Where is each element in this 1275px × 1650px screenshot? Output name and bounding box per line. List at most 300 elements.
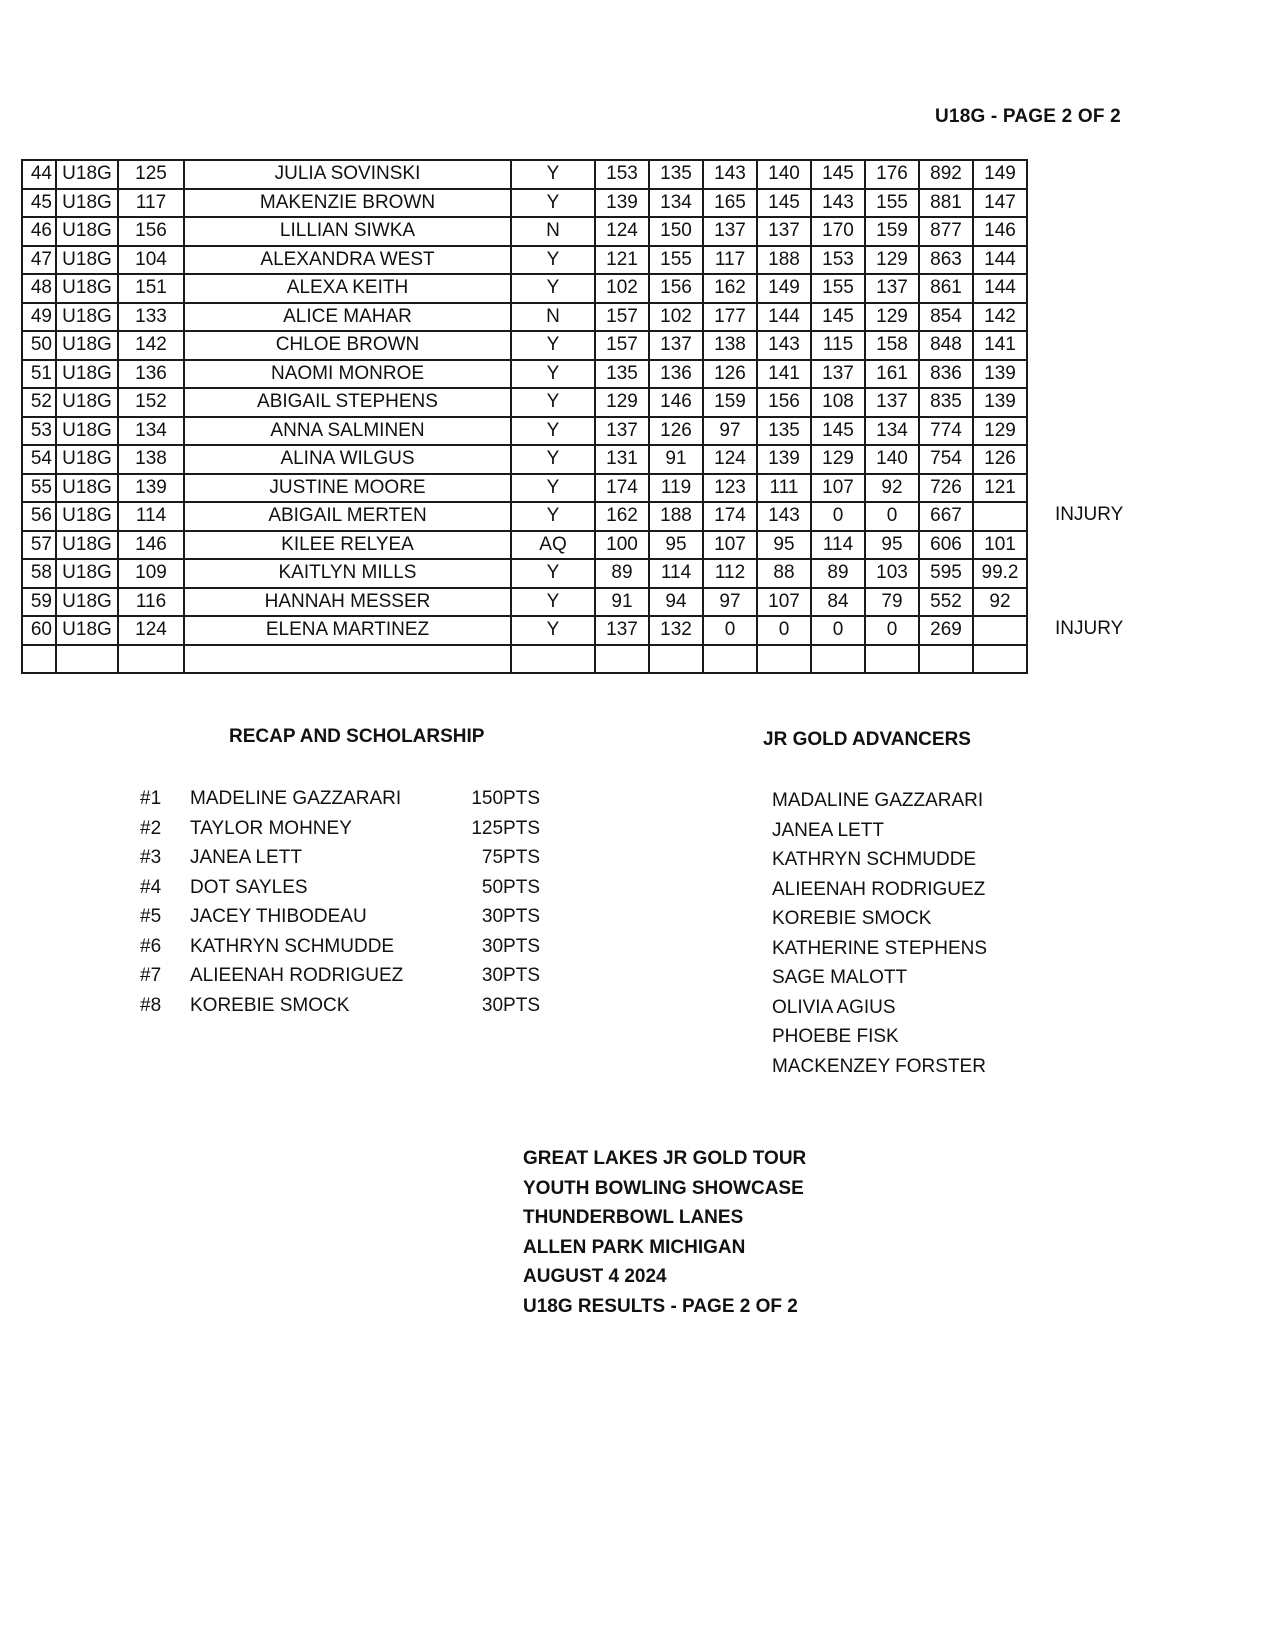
table-cell: 137 (595, 417, 649, 446)
table-cell: 47 (22, 246, 56, 275)
advancer-item: MACKENZEY FORSTER (772, 1055, 986, 1077)
table-cell: Y (511, 559, 595, 588)
table-cell: U18G (56, 360, 118, 389)
table-cell: U18G (56, 274, 118, 303)
table-cell: 129 (595, 388, 649, 417)
advancer-item: KATHERINE STEPHENS (772, 937, 988, 959)
table-cell: 100 (595, 531, 649, 560)
table-row (22, 360, 1027, 389)
table-cell: 138 (118, 445, 184, 474)
table-cell: 109 (118, 559, 184, 588)
table-cell: 59 (22, 588, 56, 617)
recap-entry (140, 818, 540, 848)
table-cell: 161 (865, 360, 919, 389)
table-cell: U18G (56, 160, 118, 189)
table-cell (865, 645, 919, 674)
table-cell: 132 (649, 616, 703, 645)
table-cell: U18G (56, 616, 118, 645)
table-cell: 143 (703, 160, 757, 189)
recap-list (140, 788, 540, 1024)
table-cell: 115 (811, 331, 865, 360)
table-cell (56, 645, 118, 674)
recap-rank: #7 (140, 965, 162, 986)
table-cell: 139 (595, 189, 649, 218)
table-cell: Y (511, 331, 595, 360)
table-cell: AQ (511, 531, 595, 560)
table-cell: 114 (118, 502, 184, 531)
table-cell (184, 645, 511, 674)
table-cell: 97 (703, 417, 757, 446)
table-cell: 153 (595, 160, 649, 189)
table-cell (511, 645, 595, 674)
table-row (22, 303, 1027, 332)
table-cell: U18G (56, 531, 118, 560)
table-cell: 52 (22, 388, 56, 417)
table-cell: 91 (649, 445, 703, 474)
table-cell: 156 (649, 274, 703, 303)
table-cell: 174 (703, 502, 757, 531)
table-cell: U18G (56, 189, 118, 218)
table-cell: Y (511, 445, 595, 474)
table-cell: 99.2 (973, 559, 1027, 588)
table-row (22, 388, 1027, 417)
table-cell: 114 (649, 559, 703, 588)
table-cell: 143 (757, 502, 811, 531)
recap-rank: #2 (140, 817, 162, 839)
table-cell: 145 (811, 303, 865, 332)
table-cell: 0 (865, 616, 919, 645)
table-cell: 151 (118, 274, 184, 303)
table-cell: 142 (118, 331, 184, 360)
table-cell (649, 645, 703, 674)
table-cell: N (511, 217, 595, 246)
table-cell: 135 (757, 417, 811, 446)
recap-name: JANEA LETT (190, 847, 302, 868)
table-cell: 159 (703, 388, 757, 417)
table-cell: 0 (811, 616, 865, 645)
table-cell: 140 (865, 445, 919, 474)
table-cell: U18G (56, 502, 118, 531)
table-cell: 848 (919, 331, 973, 360)
table-row (22, 274, 1027, 303)
table-cell: JULIA SOVINSKI (184, 160, 511, 189)
recap-pts: 30PTS (481, 965, 540, 986)
table-cell: 129 (973, 417, 1027, 446)
table-cell: 754 (919, 445, 973, 474)
table-cell: 137 (865, 274, 919, 303)
table-cell: 107 (757, 588, 811, 617)
table-cell: 143 (757, 331, 811, 360)
table-cell: 121 (973, 474, 1027, 503)
table-cell: 126 (973, 445, 1027, 474)
table-cell: 176 (865, 160, 919, 189)
table-cell: 150 (649, 217, 703, 246)
table-row (22, 616, 1027, 645)
advancer-item: KATHRYN SCHMUDDE (772, 849, 977, 870)
table-cell: 141 (973, 331, 1027, 360)
table-cell: 126 (649, 417, 703, 446)
table-cell: 146 (118, 531, 184, 560)
table-cell: 137 (865, 388, 919, 417)
table-row (22, 588, 1027, 617)
table-cell: 126 (703, 360, 757, 389)
table-row (22, 417, 1027, 446)
table-cell: NAOMI MONROE (184, 360, 511, 389)
table-cell: ABIGAIL STEPHENS (184, 388, 511, 417)
table-cell: 139 (757, 445, 811, 474)
table-cell: 57 (22, 531, 56, 560)
table-cell: 129 (865, 246, 919, 275)
table-cell: 112 (703, 559, 757, 588)
recap-rank: #8 (140, 994, 162, 1016)
recap-name: KOREBIE SMOCK (190, 994, 350, 1016)
table-cell: 135 (595, 360, 649, 389)
table-cell: 152 (118, 388, 184, 417)
table-cell: 51 (22, 360, 56, 389)
table-cell: 79 (865, 588, 919, 617)
table-cell: 141 (757, 360, 811, 389)
recap-pts: 125PTS (471, 817, 540, 839)
table-cell: Y (511, 388, 595, 417)
advancer-item: SAGE MALOTT (772, 967, 908, 988)
table-cell: U18G (56, 303, 118, 332)
footer-block (523, 1148, 806, 1325)
table-cell: 60 (22, 616, 56, 645)
recap-name: TAYLOR MOHNEY (190, 817, 352, 839)
table-cell: HANNAH MESSER (184, 588, 511, 617)
table-cell: 139 (118, 474, 184, 503)
table-cell: 107 (811, 474, 865, 503)
recap-rank: #5 (140, 906, 162, 927)
table-cell: 881 (919, 189, 973, 218)
table-cell: 119 (649, 474, 703, 503)
table-cell: U18G (56, 331, 118, 360)
table-cell: 45 (22, 189, 56, 218)
table-cell: 774 (919, 417, 973, 446)
table-cell (811, 645, 865, 674)
table-cell: 877 (919, 217, 973, 246)
recap-entry (140, 877, 540, 907)
table-cell: 84 (811, 588, 865, 617)
recap-entry (140, 965, 540, 995)
table-cell: 145 (811, 417, 865, 446)
table-cell: 134 (649, 189, 703, 218)
table-cell: 108 (811, 388, 865, 417)
table-row (22, 531, 1027, 560)
recap-pts: 30PTS (481, 994, 540, 1016)
table-cell: 114 (811, 531, 865, 560)
recap-title: RECAP AND SCHOLARSHIP (229, 726, 485, 747)
table-cell: ABIGAIL MERTEN (184, 502, 511, 531)
table-cell: 140 (757, 160, 811, 189)
table-cell: 44 (22, 160, 56, 189)
table-row (22, 474, 1027, 503)
table-cell: 95 (649, 531, 703, 560)
table-cell: 0 (865, 502, 919, 531)
table-cell: 54 (22, 445, 56, 474)
table-cell: 134 (865, 417, 919, 446)
table-cell: Y (511, 616, 595, 645)
table-cell: 162 (595, 502, 649, 531)
table-cell: ALEXA KEITH (184, 274, 511, 303)
table-cell: 56 (22, 502, 56, 531)
table-cell: 146 (649, 388, 703, 417)
table-cell: 174 (595, 474, 649, 503)
table-cell: 104 (118, 246, 184, 275)
recap-rank: #4 (140, 876, 162, 898)
table-cell: 124 (703, 445, 757, 474)
table-cell: 129 (811, 445, 865, 474)
table-cell: 159 (865, 217, 919, 246)
table-cell: 156 (118, 217, 184, 246)
recap-rank: #6 (140, 935, 162, 957)
table-cell: 58 (22, 559, 56, 588)
table-cell: ANNA SALMINEN (184, 417, 511, 446)
table-cell: 155 (649, 246, 703, 275)
table-cell: N (511, 303, 595, 332)
table-cell: 144 (757, 303, 811, 332)
table-cell: 133 (118, 303, 184, 332)
table-cell: 157 (595, 303, 649, 332)
table-cell (595, 645, 649, 674)
table-cell: 91 (595, 588, 649, 617)
table-cell: 835 (919, 388, 973, 417)
table-cell: 95 (865, 531, 919, 560)
table-cell: 892 (919, 160, 973, 189)
table-cell: U18G (56, 217, 118, 246)
table-cell: Y (511, 160, 595, 189)
table-cell: 103 (865, 559, 919, 588)
table-cell: 188 (757, 246, 811, 275)
table-cell: 155 (865, 189, 919, 218)
table-cell: Y (511, 189, 595, 218)
table-cell: Y (511, 474, 595, 503)
table-cell (757, 645, 811, 674)
recap-pts: 75PTS (481, 847, 540, 868)
recap-entry (140, 936, 540, 966)
table-cell: 137 (649, 331, 703, 360)
table-cell: 97 (703, 588, 757, 617)
table-cell: 158 (865, 331, 919, 360)
table-cell: 137 (757, 217, 811, 246)
recap-name: ALIEENAH RODRIGUEZ (190, 965, 404, 986)
table-cell: 117 (703, 246, 757, 275)
footer-line: YOUTH BOWLING SHOWCASE (523, 1177, 804, 1199)
recap-entry (140, 847, 540, 877)
table-cell: Y (511, 417, 595, 446)
recap-entry (140, 995, 540, 1025)
table-cell: 145 (811, 160, 865, 189)
table-cell: 863 (919, 246, 973, 275)
table-cell: 101 (973, 531, 1027, 560)
table-cell: 726 (919, 474, 973, 503)
table-cell: Y (511, 274, 595, 303)
table-cell: 134 (118, 417, 184, 446)
table-cell: 165 (703, 189, 757, 218)
table-cell: 149 (973, 160, 1027, 189)
table-cell: ELENA MARTINEZ (184, 616, 511, 645)
table-cell: 136 (649, 360, 703, 389)
table-cell (703, 645, 757, 674)
table-cell: Y (511, 246, 595, 275)
advancer-item: JANEA LETT (772, 819, 884, 841)
table-row (22, 559, 1027, 588)
table-cell: 177 (703, 303, 757, 332)
table-cell: 139 (973, 360, 1027, 389)
table-cell: 116 (118, 588, 184, 617)
recap-rank: #3 (140, 847, 162, 868)
table-cell: 595 (919, 559, 973, 588)
table-row (22, 331, 1027, 360)
table-cell: 131 (595, 445, 649, 474)
table-cell: KILEE RELYEA (184, 531, 511, 560)
advancer-item: MADALINE GAZZARARI (772, 790, 984, 811)
table-cell: 125 (118, 160, 184, 189)
table-cell: 137 (811, 360, 865, 389)
table-cell: 124 (118, 616, 184, 645)
table-cell: U18G (56, 388, 118, 417)
table-cell (22, 645, 56, 674)
page-label: U18G - PAGE 2 OF 2 (935, 106, 1121, 127)
table-cell: 143 (811, 189, 865, 218)
table-cell: 123 (703, 474, 757, 503)
table-cell: 102 (595, 274, 649, 303)
table-cell: 170 (811, 217, 865, 246)
table-cell: 0 (703, 616, 757, 645)
table-cell: 53 (22, 417, 56, 446)
table-cell: 137 (703, 217, 757, 246)
injury-note: INJURY (1055, 504, 1124, 525)
footer-line: U18G RESULTS - PAGE 2 OF 2 (523, 1295, 798, 1317)
table-cell: 155 (811, 274, 865, 303)
table-cell: 135 (649, 160, 703, 189)
table-cell: 144 (973, 246, 1027, 275)
table-cell: 861 (919, 274, 973, 303)
recap-name: KATHRYN SCHMUDDE (190, 935, 395, 957)
table-cell: 92 (865, 474, 919, 503)
table-row (22, 189, 1027, 218)
table-cell (973, 616, 1027, 645)
table-cell: 138 (703, 331, 757, 360)
table-cell: 121 (595, 246, 649, 275)
table-cell: U18G (56, 417, 118, 446)
table-cell: 0 (811, 502, 865, 531)
table-cell (118, 645, 184, 674)
table-cell: 145 (757, 189, 811, 218)
table-cell: Y (511, 360, 595, 389)
table-cell: ALEXANDRA WEST (184, 246, 511, 275)
table-cell: 149 (757, 274, 811, 303)
table-cell (973, 502, 1027, 531)
footer-line: ALLEN PARK MICHIGAN (523, 1236, 746, 1258)
advancers-title: JR GOLD ADVANCERS (763, 729, 971, 750)
table-cell: 667 (919, 502, 973, 531)
table-cell: 188 (649, 502, 703, 531)
table-cell: 147 (973, 189, 1027, 218)
table-cell: 139 (973, 388, 1027, 417)
table-cell: 146 (973, 217, 1027, 246)
table-cell: Y (511, 502, 595, 531)
table-cell: U18G (56, 474, 118, 503)
table-cell: 162 (703, 274, 757, 303)
table-cell: 46 (22, 217, 56, 246)
recap-entry (140, 788, 540, 818)
recap-pts: 30PTS (481, 935, 540, 957)
table-cell: 854 (919, 303, 973, 332)
table-cell: 156 (757, 388, 811, 417)
table-cell: 0 (757, 616, 811, 645)
table-cell: 50 (22, 331, 56, 360)
recap-pts: 50PTS (481, 876, 540, 898)
table-cell: 836 (919, 360, 973, 389)
table-cell: 102 (649, 303, 703, 332)
advancer-item: ALIEENAH RODRIGUEZ (772, 878, 986, 900)
recap-pts: 30PTS (481, 906, 540, 927)
table-cell: 606 (919, 531, 973, 560)
table-cell: MAKENZIE BROWN (184, 189, 511, 218)
table-cell: 48 (22, 274, 56, 303)
table-cell: 136 (118, 360, 184, 389)
table-cell: 89 (811, 559, 865, 588)
table-cell: 157 (595, 331, 649, 360)
advancer-item: KOREBIE SMOCK (772, 908, 932, 929)
advancer-item: OLIVIA AGIUS (772, 996, 896, 1018)
table-cell: 107 (703, 531, 757, 560)
table-cell: 111 (757, 474, 811, 503)
table-cell: 92 (973, 588, 1027, 617)
recap-rank: #1 (140, 788, 162, 809)
table-cell: U18G (56, 445, 118, 474)
table-cell: U18G (56, 559, 118, 588)
table-cell (973, 645, 1027, 674)
recap-name: DOT SAYLES (190, 876, 308, 898)
table-cell: 269 (919, 616, 973, 645)
table-cell: 95 (757, 531, 811, 560)
table-cell: ALINA WILGUS (184, 445, 511, 474)
recap-name: MADELINE GAZZARARI (190, 788, 402, 809)
table-cell: 124 (595, 217, 649, 246)
table-cell: 129 (865, 303, 919, 332)
table-row (22, 246, 1027, 275)
recap-pts: 150PTS (471, 788, 540, 809)
table-cell: JUSTINE MOORE (184, 474, 511, 503)
advancer-item: PHOEBE FISK (772, 1026, 899, 1047)
table-row (22, 217, 1027, 246)
table-cell: LILLIAN SIWKA (184, 217, 511, 246)
table-cell: Y (511, 588, 595, 617)
table-cell: 142 (973, 303, 1027, 332)
table-cell: ALICE MAHAR (184, 303, 511, 332)
footer-line: THUNDERBOWL LANES (523, 1207, 744, 1228)
table-cell: 55 (22, 474, 56, 503)
table-cell: 89 (595, 559, 649, 588)
table-row (22, 502, 1027, 531)
table-row (22, 160, 1027, 189)
advancers-list (772, 790, 987, 1085)
table-cell: CHLOE BROWN (184, 331, 511, 360)
recap-name: JACEY THIBODEAU (190, 906, 367, 927)
results-table (21, 159, 1028, 674)
table-cell: 552 (919, 588, 973, 617)
table-cell: U18G (56, 246, 118, 275)
footer-line: GREAT LAKES JR GOLD TOUR (523, 1148, 807, 1169)
table-cell (919, 645, 973, 674)
table-cell: KAITLYN MILLS (184, 559, 511, 588)
injury-note: INJURY (1055, 618, 1124, 639)
table-cell: 144 (973, 274, 1027, 303)
table-cell: 94 (649, 588, 703, 617)
table-cell: 153 (811, 246, 865, 275)
